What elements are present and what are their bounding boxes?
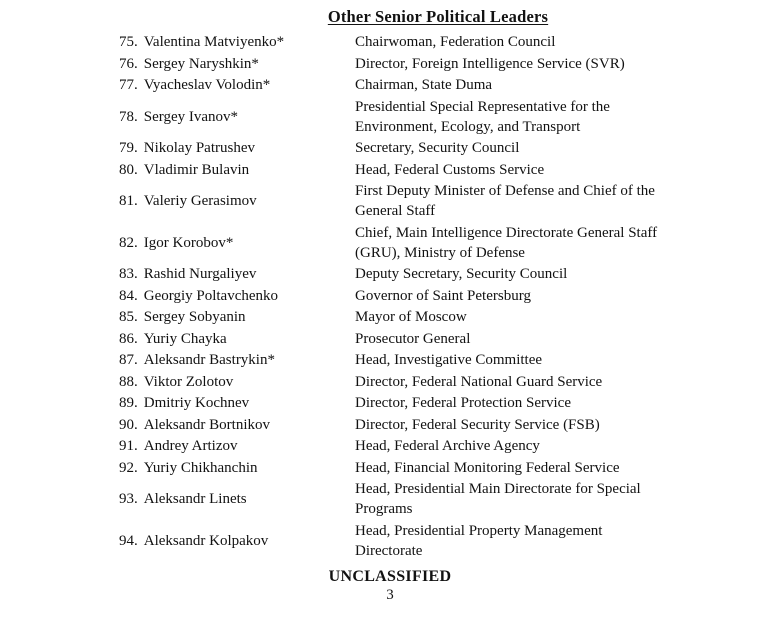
- leader-row: [0, 181, 780, 221]
- entry-name-cell: [119, 458, 355, 478]
- page-footer: [0, 567, 780, 605]
- entry-name: Valeriy Gerasimov: [143, 193, 257, 209]
- entry-title-cell: [355, 97, 755, 137]
- entry-number: 84.: [119, 287, 138, 304]
- entry-title-line: Director, Federal Protection Service: [355, 395, 571, 411]
- entry-title-cell: [355, 415, 755, 435]
- leader-list: [0, 32, 780, 561]
- leader-row: [0, 286, 780, 306]
- entry-number: 83.: [119, 266, 138, 282]
- entry-title-line: Head, Investigative Committee: [355, 352, 543, 368]
- entry-name-cell: [119, 223, 355, 263]
- leader-row: [0, 372, 780, 392]
- entry-title-line: (GRU), Ministry of Defense: [355, 244, 525, 261]
- entry-name: Aleksandr Kolpakov: [143, 532, 269, 549]
- entry-name: Igor Korobov*: [143, 234, 234, 251]
- entry-name-cell: [119, 307, 355, 327]
- leader-row: [0, 32, 780, 52]
- entry-title-cell: [355, 75, 755, 95]
- entry-name-cell: [119, 350, 355, 370]
- leader-row: [0, 97, 780, 137]
- leader-row: [0, 479, 780, 519]
- entry-name: Sergey Sobyanin: [143, 309, 246, 325]
- entry-name: Aleksandr Bortnikov: [143, 416, 270, 433]
- leader-row: [0, 393, 780, 413]
- entry-title-cell: [355, 458, 755, 478]
- entry-title-line: General Staff: [355, 203, 436, 219]
- entry-name-cell: [119, 97, 355, 137]
- entry-name-cell: [119, 286, 355, 306]
- entry-name-cell: [119, 138, 355, 158]
- section-heading: Other Senior Political Leaders: [327, 7, 549, 26]
- entry-title-cell: [355, 436, 755, 456]
- entry-title-line: Head, Federal Customs Service: [355, 161, 545, 178]
- entry-name: Aleksandr Bastrykin*: [143, 352, 275, 368]
- leader-row: [0, 223, 780, 263]
- leader-row: [0, 458, 780, 478]
- entry-number: 92.: [119, 459, 138, 476]
- entry-name-cell: [119, 329, 355, 349]
- entry-name-cell: [119, 393, 355, 413]
- entry-number: 88.: [119, 373, 138, 390]
- entry-title-line: Secretary, Security Council: [355, 140, 520, 156]
- entry-title-line: Director, Federal Security Service (FSB): [355, 416, 600, 433]
- leader-row: [0, 350, 780, 370]
- entry-name: Andrey Artizov: [143, 438, 238, 454]
- page-number: 3: [386, 587, 394, 603]
- leader-row: [0, 54, 780, 74]
- entry-title-line: Prosecutor General: [355, 330, 471, 347]
- entry-name-cell: [119, 181, 355, 221]
- entry-title-line: Head, Federal Archive Agency: [355, 438, 540, 454]
- entry-title-cell: [355, 160, 755, 180]
- entry-title-cell: [355, 393, 755, 413]
- entry-name: Nikolay Patrushev: [143, 140, 255, 156]
- entry-title-cell: [355, 54, 755, 74]
- entry-name: Yuriy Chikhanchin: [143, 459, 258, 476]
- entry-title-cell: [355, 350, 755, 370]
- entry-number: 94.: [119, 532, 138, 549]
- leader-row: [0, 329, 780, 349]
- entry-title-line: Head, Presidential Main Directorate for Special: [355, 481, 641, 497]
- entry-title-cell: [355, 479, 755, 519]
- leader-row: [0, 264, 780, 284]
- entry-number: 77.: [119, 77, 138, 93]
- entry-title-cell: [355, 181, 755, 221]
- entry-name: Sergey Ivanov*: [143, 108, 239, 125]
- entry-title-line: Directorate: [355, 542, 423, 559]
- leader-row: [0, 436, 780, 456]
- entry-title-line: Head, Presidential Property Management: [355, 522, 603, 539]
- entry-number: 80.: [119, 161, 138, 178]
- entry-title-line: Chairman, State Duma: [355, 77, 493, 93]
- entry-name-cell: [119, 436, 355, 456]
- entry-title-line: Environment, Ecology, and Transport: [355, 118, 581, 135]
- entry-title-line: Director, Federal National Guard Service: [355, 373, 603, 390]
- entry-title-line: Presidential Special Representative for the: [355, 98, 610, 115]
- entry-name: Yuriy Chayka: [143, 330, 227, 347]
- entry-title-line: Chairwoman, Federation Council: [355, 34, 556, 50]
- leader-row: [0, 521, 780, 561]
- entry-number: 76.: [119, 55, 138, 72]
- entry-number: 81.: [119, 193, 138, 209]
- entry-name-cell: [119, 479, 355, 519]
- entry-title-line: First Deputy Minister of Defense and Chief of the: [355, 183, 655, 199]
- entry-title-cell: [355, 32, 755, 52]
- entry-title-cell: [355, 307, 755, 327]
- entry-title-cell: [355, 138, 755, 158]
- entry-number: 86.: [119, 330, 138, 347]
- entry-number: 79.: [119, 140, 138, 156]
- entry-title-cell: [355, 264, 755, 284]
- entry-name-cell: [119, 521, 355, 561]
- entry-name: Dmitriy Kochnev: [143, 395, 250, 411]
- entry-number: 85.: [119, 309, 138, 325]
- entry-name: Vladimir Bulavin: [143, 161, 250, 178]
- classification-marking: UNCLASSIFIED: [328, 568, 452, 585]
- entry-number: 78.: [119, 108, 138, 125]
- entry-name-cell: [119, 160, 355, 180]
- entry-name: Vyacheslav Volodin*: [143, 77, 271, 93]
- entry-name-cell: [119, 75, 355, 95]
- leader-row: [0, 415, 780, 435]
- entry-number: 89.: [119, 395, 138, 411]
- leader-row: [0, 75, 780, 95]
- entry-name: Aleksandr Linets: [143, 491, 247, 507]
- entry-title-line: Mayor of Moscow: [355, 309, 467, 325]
- entry-name-cell: [119, 415, 355, 435]
- entry-title-line: Deputy Secretary, Security Council: [355, 266, 568, 282]
- leader-row: [0, 160, 780, 180]
- leader-row: [0, 138, 780, 158]
- entry-name-cell: [119, 32, 355, 52]
- entry-title-line: Chief, Main Intelligence Directorate General Staff: [355, 224, 658, 241]
- entry-name: Viktor Zolotov: [143, 373, 234, 390]
- entry-name: Valentina Matviyenko*: [143, 34, 285, 50]
- entry-name: Sergey Naryshkin*: [143, 55, 259, 72]
- leader-row: [0, 307, 780, 327]
- entry-number: 82.: [119, 234, 138, 251]
- entry-title-cell: [355, 223, 755, 263]
- entry-name-cell: [119, 264, 355, 284]
- entry-number: 90.: [119, 416, 138, 433]
- heading-row: [0, 0, 780, 27]
- entry-name-cell: [119, 372, 355, 392]
- entry-title-line: Director, Foreign Intelligence Service (SVR): [355, 55, 625, 72]
- entry-name: Rashid Nurgaliyev: [143, 266, 257, 282]
- entry-number: 93.: [119, 491, 138, 507]
- entry-number: 87.: [119, 352, 138, 368]
- entry-number: 75.: [119, 34, 138, 50]
- entry-title-cell: [355, 521, 755, 561]
- entry-number: 91.: [119, 438, 138, 454]
- entry-title-line: Governor of Saint Petersburg: [355, 287, 531, 304]
- entry-title-line: Programs: [355, 501, 413, 517]
- entry-title-line: Head, Financial Monitoring Federal Service: [355, 459, 620, 476]
- entry-name-cell: [119, 54, 355, 74]
- entry-title-cell: [355, 286, 755, 306]
- entry-name: Georgiy Poltavchenko: [143, 287, 279, 304]
- entry-title-cell: [355, 372, 755, 392]
- entry-title-cell: [355, 329, 755, 349]
